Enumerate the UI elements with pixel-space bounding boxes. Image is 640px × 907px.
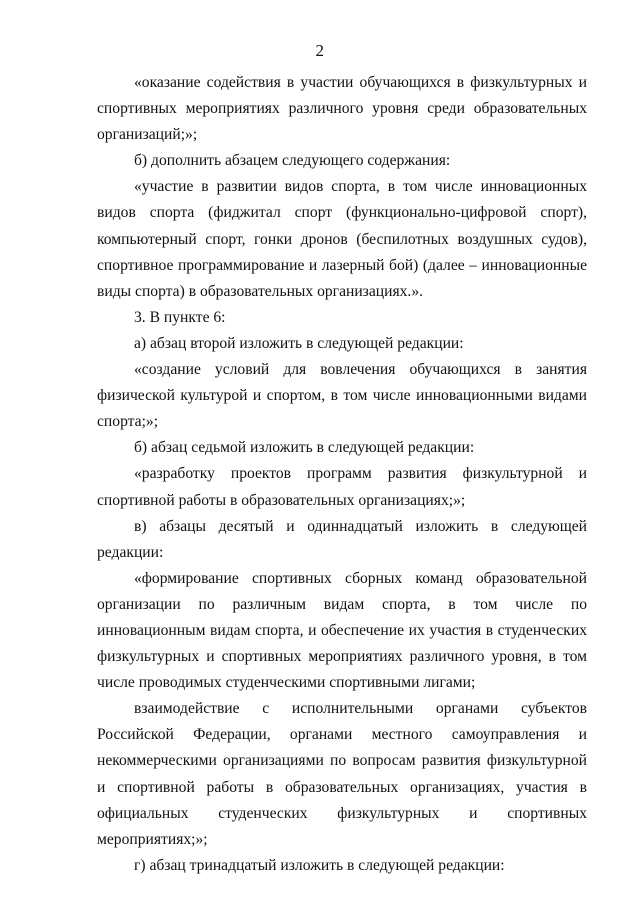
paragraph-7: б) абзац седьмой изложить в следующей редакции:: [134, 439, 475, 457]
document-body: [97, 70, 587, 879]
paragraph-1: «оказание содействия в участии обучающихся в физкультурных и спортивных мероприятиях различного уровня среди образовательных организаций;»;: [97, 74, 587, 144]
paragraph-5: а) абзац второй изложить в следующей редакции:: [134, 334, 464, 352]
paragraph-11: взаимодействие с исполнительными органами субъектов Российской Федерации, органами местного самоуправления и некоммерческими организациями по вопросам развития физкультурной и спортивной работы в образовательных организациях, участия в официальных студенческих физкультурных и спортивных мероприятиях;»;: [97, 700, 587, 848]
paragraph-9: в) абзацы десятый и одиннадцатый изложить в следующей редакции:: [97, 517, 587, 561]
paragraph-6: «создание условий для вовлечения обучающихся в занятия физической культурой и спортом, в том числе инновационными видами спорта;»;: [97, 361, 587, 431]
paragraph-2: б) дополнить абзацем следующего содержания:: [134, 152, 451, 170]
paragraph-10: «формирование спортивных сборных команд образовательной организации по различным видам спорта, в том числе по инновационным видам спорта, и обеспечение их участия в студенческих физкультурных и спортивных мероприятиях различного уровня, в том числе проводимых студенческими спортивными лигами;: [97, 569, 587, 692]
paragraph-3: «участие в развитии видов спорта, в том числе инновационных видов спорта (фиджитал спорт (функционально-цифровой спорт), компьютерный спорт, гонки дронов (беспилотных воздушных судов), спортивное программирование и лазерный бой) (далее – инновационные виды спорта) в образовательных организациях.».: [97, 178, 587, 300]
paragraph-4: 3. В пункте 6:: [134, 308, 226, 326]
paragraph-12: г) абзац тринадцатый изложить в следующей редакции:: [134, 856, 505, 874]
paragraph-8: «разработку проектов программ развития физкультурной и спортивной работы в образовательных организациях;»;: [97, 465, 587, 509]
page-number: 2: [315, 41, 325, 60]
